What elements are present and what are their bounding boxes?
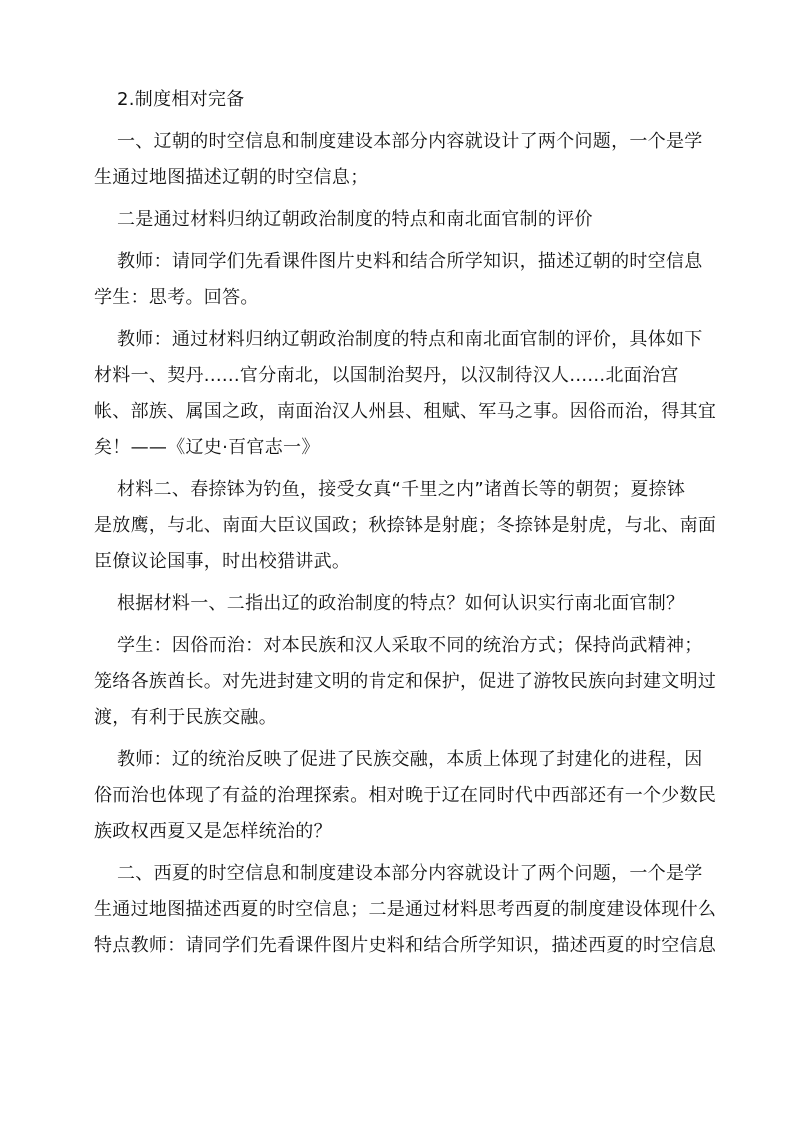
- text-line: 一、辽朝的时空信息和制度建设本部分内容就设计了两个问题，一个是学: [117, 131, 703, 152]
- text-line: 材料二、春捺钵为钓鱼，接受女真“千里之内”诸酋长等的朝贺；夏捺钵: [117, 479, 686, 500]
- text-line: 生通过地图描述辽朝的时空信息；: [94, 167, 369, 188]
- text-line: 教师：请同学们先看课件图片史料和结合所学知识，描述辽朝的时空信息: [117, 251, 703, 272]
- text-line: 是放鹰，与北、南面大臣议国政；秋捺钵是射鹿；冬捺钵是射虎，与北、南面: [94, 515, 717, 536]
- text-line: 学生：因俗而治：对本民族和汉人采取不同的统治方式；保持尚武精神；: [117, 635, 703, 656]
- document-body: [94, 82, 723, 956]
- text-line: 二是通过材料归纳辽朝政治制度的特点和南北面官制的评价: [117, 209, 593, 230]
- section-heading: 2.制度相对完备: [117, 89, 245, 110]
- text-line: 笼络各族酋长。对先进封建文明的肯定和保护，促进了游牧民族向封建文明过: [94, 671, 717, 692]
- text-line: 学生：思考。回答。: [94, 287, 259, 308]
- text-line: 臣僚议论国事，时出校猎讲武。: [94, 551, 351, 572]
- text-line: 二、西夏的时空信息和制度建设本部分内容就设计了两个问题，一个是学: [117, 863, 703, 884]
- text-line: 渡，有利于民族交融。: [94, 707, 277, 728]
- text-line: 族政权西夏又是怎样统治的？: [94, 821, 332, 842]
- text-line: 根据材料一、二指出辽的政治制度的特点？如何认识实行南北面官制？: [117, 593, 685, 614]
- text-line: 教师：通过材料归纳辽朝政治制度的特点和南北面官制的评价，具体如下: [117, 329, 703, 350]
- text-line: 俗而治也体现了有益的治理探索。相对晚于辽在同时代中西部还有一个少数民: [94, 785, 717, 806]
- text-line: 特点教师：请同学们先看课件图片史料和结合所学知识，描述西夏的时空信息: [94, 935, 717, 956]
- text-line: 矣！——《辽史·百官志一》: [94, 437, 320, 458]
- text-line: 教师：辽的统治反映了促进了民族交融，本质上体现了封建化的进程，因: [117, 749, 703, 770]
- text-line: 生通过地图描述西夏的时空信息；二是通过材料思考西夏的制度建设体现什么: [94, 899, 717, 920]
- text-line: 材料一、契丹......官分南北，以国制治契丹，以汉制待汉人......北面治宫: [94, 365, 679, 386]
- text-line: 帐、部族、属国之政，南面治汉人州县、租赋、军马之事。因俗而治，得其宜: [94, 401, 717, 422]
